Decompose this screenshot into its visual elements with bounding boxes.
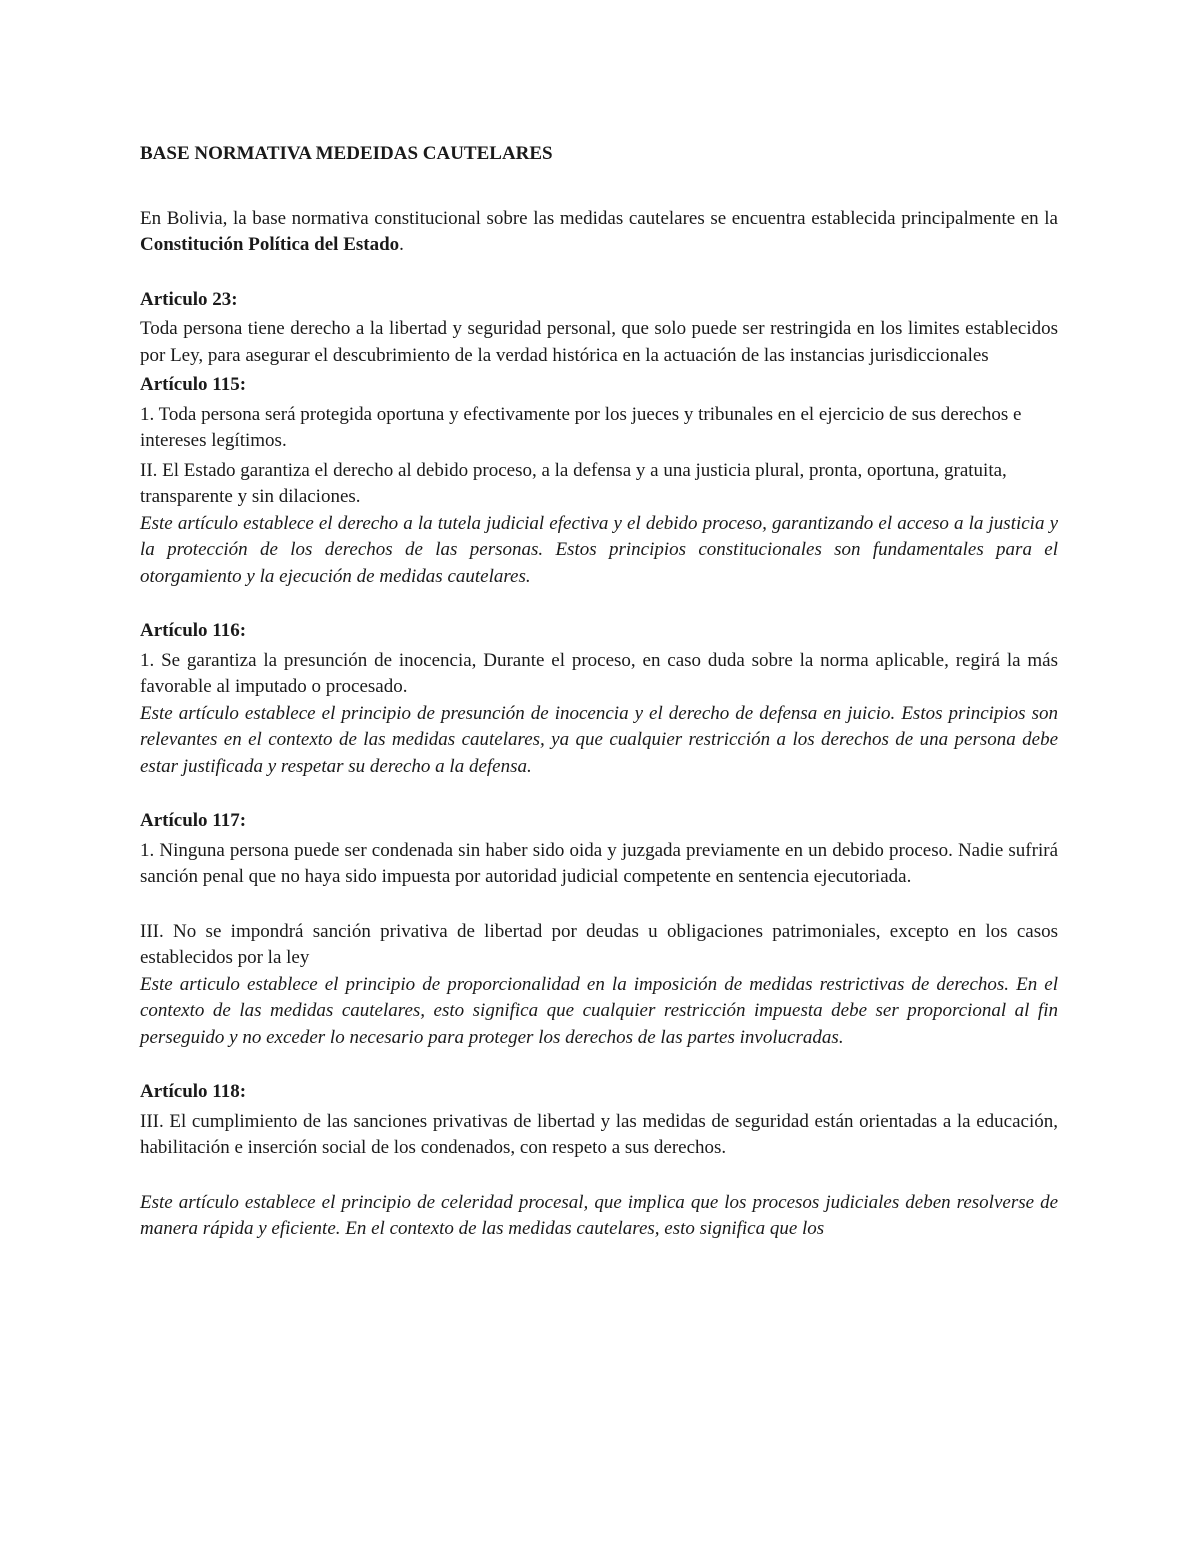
article-117-paragraph-2: III. No se impondrá sanción privativa de libertad por deudas u obligaciones patrimoniales, excepto en los casos establecidos por la ley xyxy=(140,920,1058,968)
article-115-commentary: Este artículo establece el derecho a la tutela judicial efectiva y el debido proceso, garantizando el acceso a la justicia y la protección de los derechos de las personas. Estos principios constitucionales son fundamentales para el otorgamiento y la ejecución de medidas cautelares. xyxy=(140,512,1058,587)
article-23-heading: Articulo 23: xyxy=(140,288,238,310)
article-118-commentary: Este artículo establece el principio de celeridad procesal, que implica que los procesos judiciales deben resolverse de manera rápida y eficiente. En el contexto de las medidas cautelares, esto significa que los xyxy=(140,1191,1058,1239)
article-115-paragraph-1: 1. Toda persona será protegida oportuna y efectivamente por los jueces y tribunales en el ejercicio de sus derechos e intereses legítimos. xyxy=(140,403,1022,451)
article-117-commentary: Este articulo establece el principio de proporcionalidad en la imposición de medidas restrictivas de derechos. En el contexto de las medidas cautelares, esto significa que cualquier restricción impuesta debe ser proporcional al fin perseguido y no exceder lo necesario para proteger los derechos de las partes involucradas. xyxy=(140,973,1058,1048)
intro-bold-text: Constitución Política del Estado xyxy=(140,234,400,255)
intro-text: En Bolivia, la base normativa constitucional sobre las medidas cautelares se encuentra establecida principalmente en la xyxy=(140,207,1058,229)
document-title: BASE NORMATIVA MEDEIDAS CAUTELARES xyxy=(140,143,553,164)
intro-text-end: . xyxy=(399,234,404,255)
article-118-heading: Artículo 118: xyxy=(140,1081,247,1102)
article-116-paragraph: 1. Se garantiza la presunción de inocencia, Durante el proceso, en caso duda sobre la norma aplicable, regirá la más favorable al imputado o procesado. xyxy=(140,649,1058,697)
article-115-heading: Artículo 115: xyxy=(140,374,247,395)
article-118-paragraph: III. El cumplimiento de las sanciones privativas de libertad y las medidas de seguridad están orientadas a la educación, habilitación e inserción social de los condenados, con respeto a sus derechos. xyxy=(140,1110,1058,1158)
article-117-paragraph-1: 1. Ninguna persona puede ser condenada sin haber sido oida y juzgada previamente en un debido proceso. Nadie sufrirá sanción penal que no haya sido impuesta por autoridad judicial competente en sentencia ejecutoriada. xyxy=(140,839,1058,887)
article-23-paragraph: Toda persona tiene derecho a la libertad y seguridad personal, que solo puede ser restringida en los limites establecidos por Ley, para asegurar el descubrimiento de la verdad histórica en la actuación de las instancias jurisdiccionales xyxy=(140,318,1058,366)
intro-paragraph xyxy=(140,206,1058,259)
document-body xyxy=(140,141,1058,1243)
article-117-heading: Artículo 117: xyxy=(140,810,247,831)
article-115-paragraph-2: II. El Estado garantiza el derecho al debido proceso, a la defensa y a una justicia plural, pronta, oportuna, gratuita, transparente y sin dilaciones. xyxy=(140,459,1007,507)
article-116-commentary: Este artículo establece el principio de presunción de inocencia y el derecho de defensa en juicio. Estos principios son relevantes en el contexto de las medidas cautelares, ya que cualquier restricción a los derechos de una persona debe estar justificada y respetar su derecho a la defensa. xyxy=(140,702,1058,777)
article-116-heading: Artículo 116: xyxy=(140,620,247,641)
